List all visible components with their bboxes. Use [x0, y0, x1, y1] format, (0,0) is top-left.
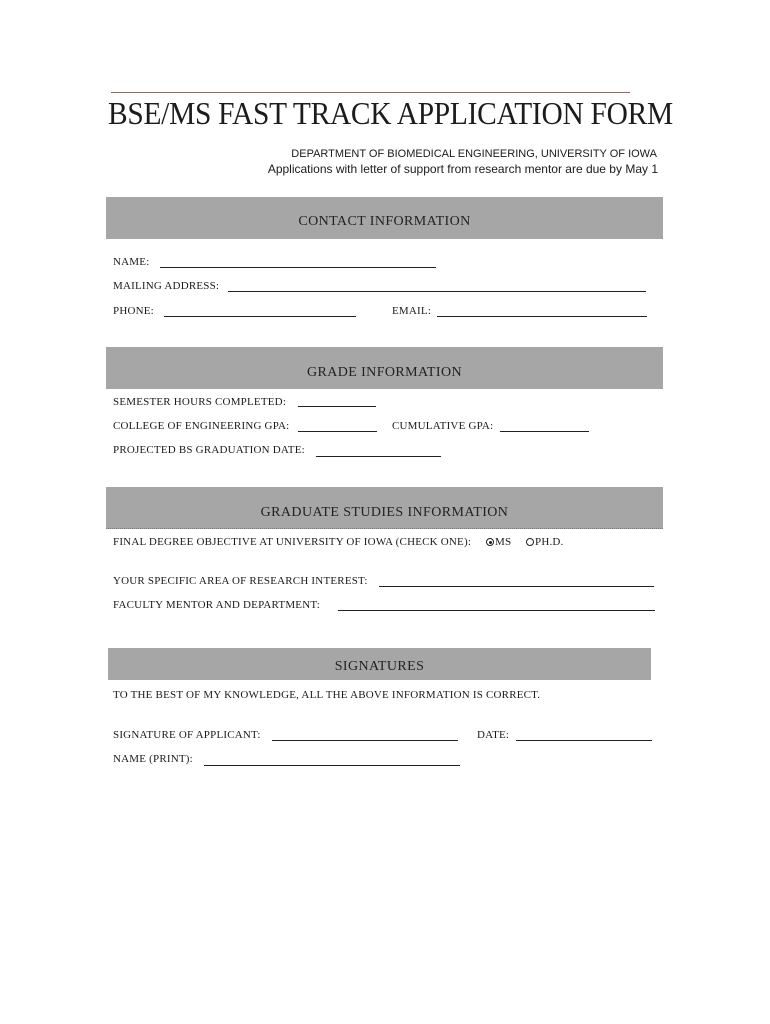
certification-statement: TO THE BEST OF MY KNOWLEDGE, ALL THE ABOVE INFORMATION IS CORRECT. — [113, 689, 541, 701]
research-interest-label: YOUR SPECIFIC AREA OF RESEARCH INTEREST: — [113, 575, 368, 587]
graduation-date-label: PROJECTED BS GRADUATION DATE: — [113, 444, 305, 456]
deadline-note: Applications with letter of support from research mentor are due by May 1 — [267, 162, 658, 176]
email-label: EMAIL: — [392, 305, 432, 317]
date-label: DATE: — [477, 729, 510, 741]
section-title-grade: GRADE INFORMATION — [307, 365, 462, 380]
email-field[interactable] — [437, 316, 647, 317]
phd-option-label: PH.D. — [535, 536, 564, 548]
section-title-signatures: SIGNATURES — [334, 659, 425, 674]
name-label: NAME: — [113, 256, 150, 268]
section-header-graduate — [106, 487, 663, 529]
form-title: BSE/MS FAST TRACK APPLICATION FORM — [108, 95, 673, 131]
coe-gpa-label: COLLEGE OF ENGINEERING GPA: — [113, 420, 290, 432]
faculty-mentor-label: FACULTY MENTOR AND DEPARTMENT: — [113, 599, 320, 611]
research-interest-field[interactable] — [379, 586, 654, 587]
section-header-signatures — [108, 648, 651, 680]
graduation-date-field[interactable] — [316, 456, 441, 457]
department-line: DEPARTMENT OF BIOMEDICAL ENGINEERING, UNIVERSITY OF IOWA — [291, 148, 657, 160]
semester-hours-label: SEMESTER HOURS COMPLETED: — [113, 396, 287, 408]
ms-option-label: MS — [495, 536, 512, 548]
degree-objective-label: FINAL DEGREE OBJECTIVE AT UNIVERSITY OF IOWA (CHECK ONE): — [113, 536, 472, 548]
cumulative-gpa-field[interactable] — [500, 431, 589, 432]
option-phd[interactable] — [526, 536, 564, 548]
faculty-mentor-field[interactable] — [338, 610, 655, 611]
semester-hours-field[interactable] — [298, 406, 376, 407]
phone-label: PHONE: — [113, 305, 154, 317]
applicant-signature-label: SIGNATURE OF APPLICANT: — [113, 729, 261, 741]
printed-name-label: NAME (PRINT): — [113, 753, 193, 765]
phone-field[interactable] — [164, 316, 356, 317]
option-ms[interactable] — [486, 536, 511, 548]
ms-radio[interactable] — [486, 538, 494, 546]
section-title-contact: CONTACT INFORMATION — [298, 214, 471, 229]
section-header-contact — [106, 197, 663, 239]
header-rule — [111, 92, 630, 93]
applicant-signature-field[interactable] — [272, 740, 458, 741]
coe-gpa-field[interactable] — [298, 431, 377, 432]
section-header-grade — [106, 347, 663, 389]
printed-name-field[interactable] — [204, 765, 460, 766]
cumulative-gpa-label: CUMULATIVE GPA: — [392, 420, 494, 432]
date-field[interactable] — [516, 740, 652, 741]
name-field[interactable] — [160, 267, 436, 268]
section-title-graduate: GRADUATE STUDIES INFORMATION — [260, 505, 509, 520]
mailing-address-field[interactable] — [228, 291, 646, 292]
mailing-address-label: MAILING ADDRESS: — [113, 280, 220, 292]
phd-radio[interactable] — [526, 538, 534, 546]
